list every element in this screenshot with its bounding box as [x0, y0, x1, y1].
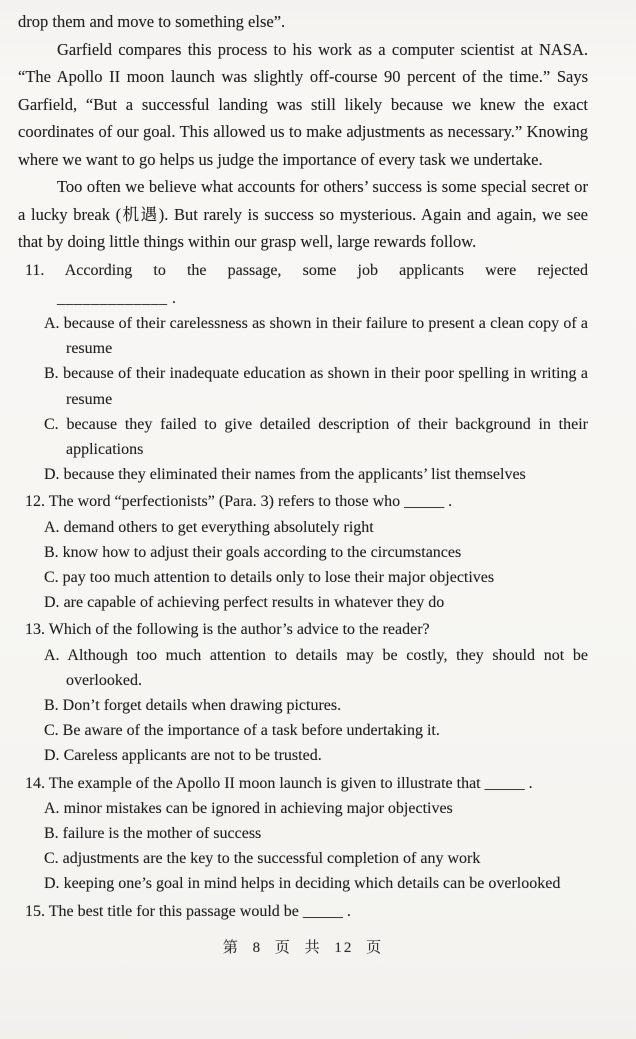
option-text: because they eliminated their names from the applicants’ list themselves	[63, 466, 526, 484]
question-14-stem	[25, 771, 588, 796]
question-13-stem	[25, 617, 588, 642]
option-label: D.	[44, 466, 60, 484]
option-label: C.	[44, 568, 59, 586]
question-11-option-b	[25, 361, 588, 411]
option-label: B.	[44, 365, 59, 383]
option-label: B.	[44, 824, 59, 842]
question-13-option-c	[25, 718, 588, 743]
question-number: 13.	[25, 621, 45, 639]
question-12	[25, 489, 588, 615]
question-11	[25, 258, 588, 488]
question-12-option-c	[25, 565, 588, 590]
question-text: The best title for this passage would be _____ .	[48, 902, 351, 920]
question-number: 12.	[25, 493, 45, 511]
option-label: A.	[44, 518, 60, 536]
question-15	[25, 899, 588, 924]
question-text: The example of the Apollo II moon launch is given to illustrate that _____ .	[48, 774, 533, 792]
questions-section	[18, 258, 588, 924]
option-text: because they failed to give detailed description of their background in their applications	[66, 415, 589, 458]
option-text: Careless applicants are not to be trusted.	[63, 747, 322, 765]
option-label: D.	[44, 594, 60, 612]
option-label: B.	[44, 543, 59, 561]
passage-paragraph: drop them and move to something else”.	[18, 12, 286, 31]
question-13	[25, 617, 588, 768]
question-12-option-a	[25, 515, 588, 540]
option-text: Don’t forget details when drawing pictures.	[62, 696, 342, 714]
answer-blank: _____________ .	[57, 289, 177, 307]
option-text: keeping one’s goal in mind helps in deciding which details can be overlooked	[63, 875, 561, 893]
question-number: 14.	[25, 774, 45, 792]
question-12-stem	[25, 489, 588, 514]
option-text: are capable of achieving perfect results in whatever they do	[63, 594, 445, 612]
passage-paragraph: Too often we believe what accounts for others’ success is some special secret or a lucky break (机遇). But rarely is success so mysterious. Again and again, we see that by doing little things within our grasp well, large rewards follow.	[18, 177, 588, 251]
option-text: minor mistakes can be ignored in achieving major objectives	[63, 799, 453, 817]
page-footer: 第 8 页 共 12 页	[222, 939, 384, 956]
question-14-option-b	[25, 821, 588, 846]
question-number: 11.	[25, 261, 45, 279]
option-text: adjustments are the key to the successful completion of any work	[62, 850, 481, 868]
option-text: because of their carelessness as shown in their failure to present a clean copy of a resume	[63, 314, 589, 358]
question-text: The word “perfectionists” (Para. 3) refers to those who _____ .	[48, 493, 453, 511]
question-14-option-c	[25, 846, 588, 871]
question-12-option-d	[25, 590, 588, 615]
question-13-option-b	[25, 693, 588, 718]
option-label: A.	[44, 314, 60, 332]
option-text: Be aware of the importance of a task before undertaking it.	[62, 722, 440, 740]
option-label: A.	[44, 799, 60, 817]
question-13-option-a	[25, 643, 588, 693]
option-text: because of their inadequate education as shown in their poor spelling in writing a resume	[63, 365, 589, 408]
option-text: demand others to get everything absolutely right	[63, 518, 374, 536]
option-label: A.	[44, 646, 60, 664]
option-label: D.	[44, 875, 60, 893]
question-14-option-d	[25, 871, 588, 896]
option-label: C.	[44, 850, 59, 868]
option-text: failure is the mother of success	[62, 824, 262, 842]
question-text: Which of the following is the author’s advice to the reader?	[48, 621, 430, 639]
question-number: 15.	[25, 902, 45, 920]
question-14	[25, 771, 588, 897]
question-12-option-b	[25, 540, 588, 565]
question-11-stem	[25, 258, 588, 283]
option-label: C.	[44, 415, 59, 433]
option-text: Although too much attention to details may be costly, they should not be overlooked.	[66, 646, 588, 689]
passage-paragraph: Garfield compares this process to his work as a computer scientist at NASA. “The Apollo II moon launch was slightly off-course 90 percent of the time.” Says Garfield, “But a successful landing was still likely because we knew the exact coordinates of our goal. This allowed us to make adjustments as necessary.” Knowing where we want to go helps us judge the importance of every task we undertake.	[18, 39, 588, 169]
option-label: B.	[44, 696, 59, 714]
question-11-option-a	[25, 311, 588, 361]
option-text: pay too much attention to details only to lose their major objectives	[62, 568, 495, 586]
option-label: C.	[44, 722, 59, 740]
question-14-option-a	[25, 796, 588, 821]
question-text: According to the passage, some job applicants were rejected	[64, 261, 589, 279]
question-13-option-d	[25, 743, 588, 768]
question-11-option-d	[25, 462, 588, 487]
question-11-option-c	[25, 412, 588, 462]
option-text: know how to adjust their goals according to the circumstances	[62, 543, 462, 561]
question-15-stem	[25, 899, 588, 924]
option-label: D.	[44, 747, 60, 765]
